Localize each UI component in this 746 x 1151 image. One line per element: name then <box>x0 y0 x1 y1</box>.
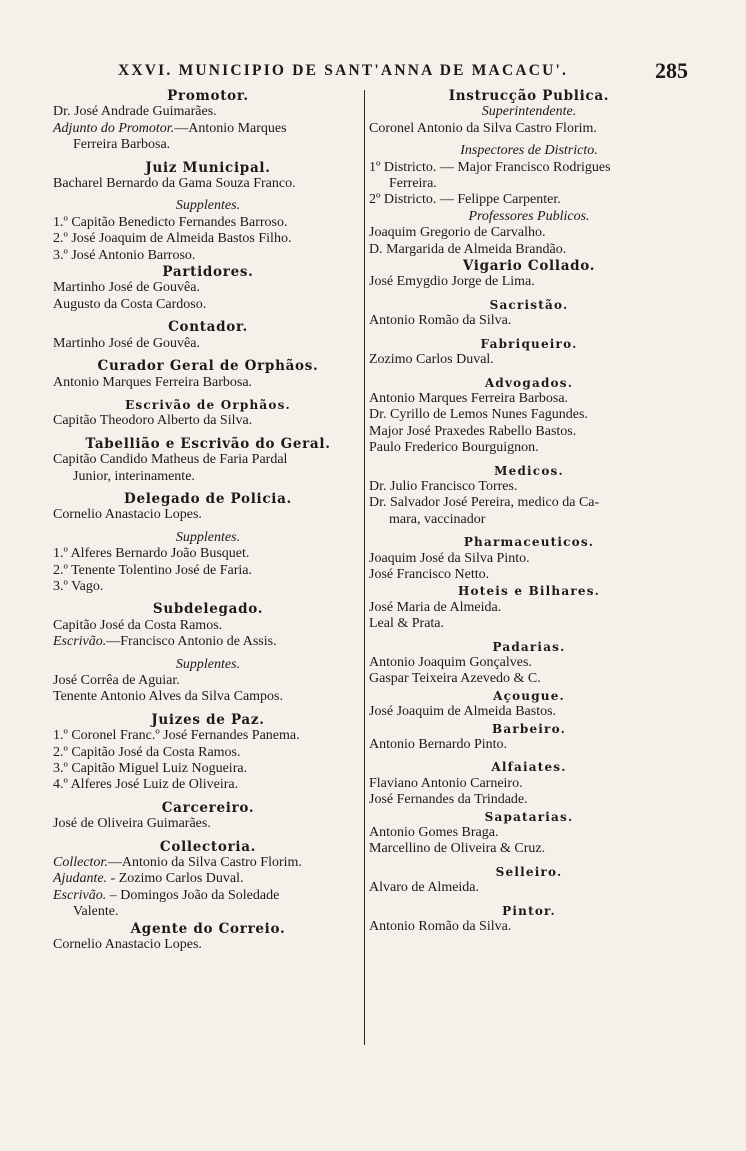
entry-text: —Antonio Marques <box>174 120 287 136</box>
section-heading: Hoteis e Bilhares. <box>457 584 601 599</box>
subsection-heading: Professores Publicos. <box>468 208 590 224</box>
list-item: Leal & Prata. <box>369 616 445 632</box>
entry-text: - Zozimo Carlos Duval. <box>107 871 244 887</box>
entry: 2º Districto. — Felippe Carpenter. <box>369 192 561 208</box>
entry: José Joaquim de Almeida Bastos. <box>369 704 557 720</box>
entry-continuation: Valente. <box>73 904 119 920</box>
section-heading: Medicos. <box>494 463 564 478</box>
list-item: 1.º Alferes Bernardo João Busquet. <box>53 546 250 562</box>
section-heading: Juiz Municipal. <box>145 159 271 176</box>
entry: Cornelio Anastacio Lopes. <box>53 507 202 523</box>
entry: José de Oliveira Guimarães. <box>53 816 211 832</box>
list-item: Flaviano Antonio Carneiro. <box>369 775 523 791</box>
list-item: Antonio Joaquim Gonçalves. <box>369 655 532 670</box>
section-heading: Agente do Correio. <box>130 920 286 937</box>
list-item: Dr. Cyrillo de Lemos Nunes Fagundes. <box>369 407 588 423</box>
section-heading: Subdelegado. <box>152 601 264 618</box>
entry: Capitão José da Costa Ramos. <box>53 617 223 633</box>
section-heading: Promotor. <box>167 88 249 104</box>
section-heading: Vigario Collado. <box>462 258 596 275</box>
section-heading: Pintor. <box>502 903 556 918</box>
section-heading: Partidores. <box>162 264 254 281</box>
entry-continuation: mara, vaccinador <box>389 511 486 527</box>
list-item: 1.º Coronel Franc.º José Fernandes Panema. <box>53 728 300 744</box>
page-header <box>118 58 688 82</box>
list-item: 4.º Alferes José Luiz de Oliveira. <box>53 777 239 793</box>
role-label: Escrivão. <box>53 887 107 903</box>
list-item: 2.º José Joaquim de Almeida Bastos Filho. <box>53 231 292 247</box>
entry-text: – Domingos João da Soledade <box>106 887 280 903</box>
entry: Dr. José Andrade Guimarães. <box>53 104 217 120</box>
list-item: José Corrêa de Aguiar. <box>53 673 180 688</box>
entry: Alvaro de Almeida. <box>369 880 480 896</box>
list-item: José Francisco Netto. <box>369 566 490 582</box>
entry: Zozimo Carlos Duval. <box>369 352 494 368</box>
entry-continuation: Ferreira Barbosa. <box>73 137 171 153</box>
entry: Antonio Marques Ferreira Barbosa. <box>53 374 253 390</box>
entry: Dr. Salvador José Pereira, medico da Ca- <box>369 495 600 511</box>
subsection-heading: Superintendente. <box>481 104 577 120</box>
right-column <box>369 88 689 936</box>
entry <box>53 855 363 871</box>
list-item: Joaquim José da Silva Pinto. <box>369 550 530 566</box>
section-heading: Açougue. <box>493 688 565 703</box>
role-label: Adjunto do Promotor. <box>53 120 175 136</box>
list-item: Antonio Marques Ferreira Barbosa. <box>369 390 569 406</box>
list-item: Paulo Frederico Bourguignon. <box>369 440 539 456</box>
section-heading: Juizes de Paz. <box>151 711 265 728</box>
section-heading: Escrivão de Orphãos. <box>125 397 291 412</box>
list-item: Antonio Gomes Braga. <box>369 825 499 841</box>
entry <box>53 871 363 887</box>
entry-continuation: Junior, interinamente. <box>73 468 195 484</box>
entry: Antonio Bernardo Pinto. <box>369 737 508 753</box>
section-heading: Alfaiates. <box>491 760 567 775</box>
entry: Martinho José de Gouvêa. <box>53 335 200 351</box>
section-heading: Sacristão. <box>489 297 569 312</box>
list-item: 2.º Tenente Tolentino José de Faria. <box>53 562 252 578</box>
section-heading: Contador. <box>168 319 248 336</box>
entry: Cornelio Anastacio Lopes. <box>53 937 202 953</box>
subsection-heading: Inspectores de Districto. <box>460 143 598 159</box>
list-item: Major José Praxedes Rabello Bastos. <box>369 423 577 439</box>
entry-text: —Antonio da Silva Castro Florim. <box>107 855 302 871</box>
list-item: Gaspar Teixeira Azevedo & C. <box>369 671 541 687</box>
role-label: Ajudante. <box>53 871 108 887</box>
section-heading: Collectoria. <box>159 838 257 855</box>
list-item: José Fernandes da Trindade. <box>369 792 528 808</box>
section-heading: Padarias. <box>492 639 566 654</box>
section-heading: Fabriqueiro. <box>480 336 578 351</box>
list-item: 3.º Vago. <box>53 578 104 594</box>
left-column <box>53 88 363 954</box>
section-heading: Sapatarias. <box>484 809 574 824</box>
entry: Coronel Antonio da Silva Castro Florim. <box>369 120 597 136</box>
list-item: D. Margarida de Almeida Brandão. <box>369 241 567 257</box>
entry <box>53 121 363 137</box>
entry: Antonio Romão da Silva. <box>369 919 512 935</box>
list-item: Augusto da Costa Cardoso. <box>53 296 207 312</box>
section-heading: Advogados. <box>484 375 574 390</box>
entry <box>53 634 363 650</box>
entry: 1º Districto. — Major Francisco Rodrigues <box>369 159 611 175</box>
role-label: Escrivão. <box>53 634 107 650</box>
section-heading: Barbeiro. <box>492 721 566 736</box>
list-item: Marcellino de Oliveira & Cruz. <box>369 841 546 857</box>
section-heading: Carcereiro. <box>161 799 255 816</box>
entry: Bacharel Bernardo da Gama Souza Franco. <box>53 176 296 192</box>
list-item: 2.º Capitão José da Costa Ramos. <box>53 744 241 760</box>
list-item: 1.º Capitão Benedicto Fernandes Barroso. <box>53 214 288 230</box>
entry: Capitão Theodoro Alberto da Silva. <box>53 413 253 429</box>
section-heading: Tabellião e Escrivão do Geral. <box>85 435 331 452</box>
section-heading: Instrucção Publica. <box>448 88 610 104</box>
section-heading: Delegado de Policia. <box>124 490 292 507</box>
section-heading: Curador Geral de Orphãos. <box>97 358 319 375</box>
entry: Dr. Julio Francisco Torres. <box>369 478 518 494</box>
entry: Antonio Romão da Silva. <box>369 313 512 329</box>
page-number: 285 <box>655 58 688 83</box>
entry: José Emygdio Jorge de Lima. <box>369 274 535 290</box>
section-heading: Pharmaceuticos. <box>463 535 595 550</box>
entry: Capitão Candido Matheus de Faria Pardal <box>53 452 288 468</box>
subsection-heading: Supplentes. <box>175 529 241 545</box>
entry-text: —Francisco Antonio de Assis. <box>106 634 277 650</box>
entry-continuation: Ferreira. <box>389 176 437 192</box>
entry <box>53 888 363 904</box>
subsection-heading: Supplentes. <box>175 198 241 214</box>
role-label: Collector. <box>53 855 108 871</box>
list-item: 3.º Capitão Miguel Luiz Nogueira. <box>53 761 248 777</box>
column-divider <box>364 90 365 1045</box>
list-item: 3.º José Antonio Barroso. <box>53 247 196 263</box>
page-title: XXVI. MUNICIPIO DE SANT'ANNA DE MACACU'. <box>118 62 569 79</box>
list-item: Martinho José de Gouvêa. <box>53 280 200 296</box>
section-heading: Selleiro. <box>495 864 563 879</box>
list-item: José Maria de Almeida. <box>369 599 502 615</box>
list-item: Tenente Antonio Alves da Silva Campos. <box>53 689 283 705</box>
list-item: Joaquim Gregorio de Carvalho. <box>369 225 546 241</box>
subsection-heading: Supplentes. <box>175 656 241 672</box>
